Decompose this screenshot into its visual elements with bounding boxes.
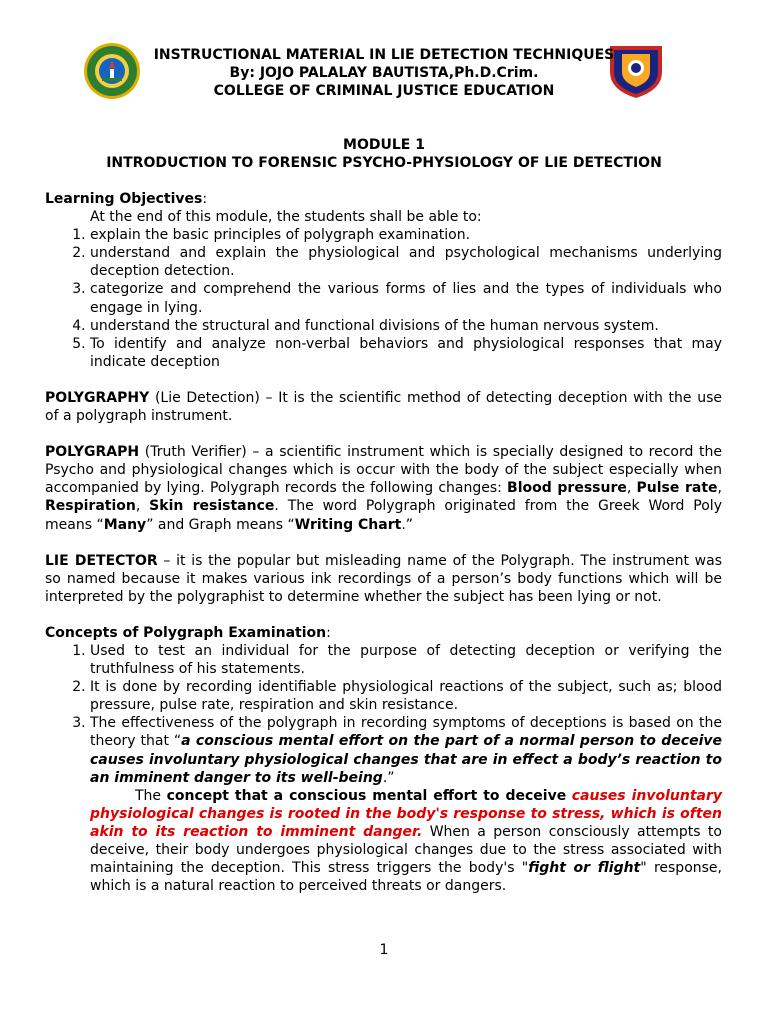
objectives-list [45,226,722,371]
module-number: MODULE 1 [343,137,425,153]
header-author: By: JOJO PALALAY BAUTISTA,Ph.D.Crim. [229,65,539,81]
module-title: INTRODUCTION TO FORENSIC PSYCHO-PHYSIOLOGY OF LIE DETECTION [106,155,662,171]
document-header [0,46,768,100]
lie-detector-term: LIE DETECTOR [45,552,158,569]
module-heading [0,136,768,172]
objective-item: 5. To identify and analyze non-verbal behaviors and physiological responses that may indicate deception [90,335,722,371]
objective-item: 1. explain the basic principles of polygraph examination. [90,226,722,244]
concept-item: 2. It is done by recording identifiable physiological reactions of the subject, such as; blood pressure, pulse rate, respiration and skin resistance. [90,678,722,714]
objective-item: 2. understand and explain the physiological and psychological mechanisms underlying deception detection. [90,244,722,280]
concepts-list [45,642,722,895]
objective-item: 3. categorize and comprehend the various forms of lies and the types of individuals who engage in lying. [90,280,722,316]
concept-explanation: The concept that a conscious mental effort to deceive causes involuntary physiological changes is rooted in the body's response to stress, which is often akin to its reaction to imminent danger. When a person consciously attempts to deceive, their body undergoes physiological changes due to the stress associated with maintaining the deception. This stress triggers the body's "fight or flight" response, which is a natural reaction to perceived threats or dangers. [90,787,722,895]
polygraphy-term: POLYGRAPHY [45,389,150,406]
objectives-heading: Learning Objectives: [45,191,208,207]
lie-detector-definition: LIE DETECTOR – it is the popular but misleading name of the Polygraph. The instrument was so named because it makes various ink recordings of a person’s body functions which will be interpreted by the polygraphist to determine whether the subject has been lying or not. [45,552,722,605]
page-number: 1 [379,942,389,958]
concept-item: 1. Used to test an individual for the purpose of detecting deception or verifying the truthfulness of his statements. [90,642,722,678]
polygraphy-definition: POLYGRAPHY (Lie Detection) – It is the scientific method of detecting deception with the use of a polygraph instrument. [45,389,722,425]
document-body [45,190,722,895]
header-college: COLLEGE OF CRIMINAL JUSTICE EDUCATION [213,83,555,99]
polygraph-definition: POLYGRAPH (Truth Verifier) – a scientific instrument which is specially designed to record the Psycho and physiological changes which is occur with the body of the subject especially when accompanied by lying. Polygraph records the following changes: Blood pressure, Pulse rate, Respiration, Skin resistance. The word Polygraph originated from the Greek Word Poly means “Many” and Graph means “Writing Chart.” [45,444,722,533]
polygraph-term: POLYGRAPH [45,444,140,461]
objectives-intro: At the end of this module, the students shall be able to: [90,209,482,226]
header-title: INSTRUCTIONAL MATERIAL IN LIE DETECTION TECHNIQUES [153,47,615,63]
objective-item: 4. understand the structural and functional divisions of the human nervous system. [90,317,722,335]
concepts-heading: Concepts of Polygraph Examination: [45,624,331,641]
concept-item: 3. The effectiveness of the polygraph in recording symptoms of deceptions is based on the theory that “a conscious mental effort on the part of a normal person to deceive causes involuntary physiological changes that are in effect a body’s reaction to an imminent danger to its well-being.” The concept that a conscious mental effort to deceive causes involuntary physiological changes is rooted in the body's response to stress, which is often akin to its reaction to imminent danger. When a person consciously attempts to deceive, their body undergoes physiological changes due to the stress associated with maintaining the deception. This stress triggers the body's "fight or flight" response, which is a natural reaction to perceived threats or dangers. [90,714,722,895]
